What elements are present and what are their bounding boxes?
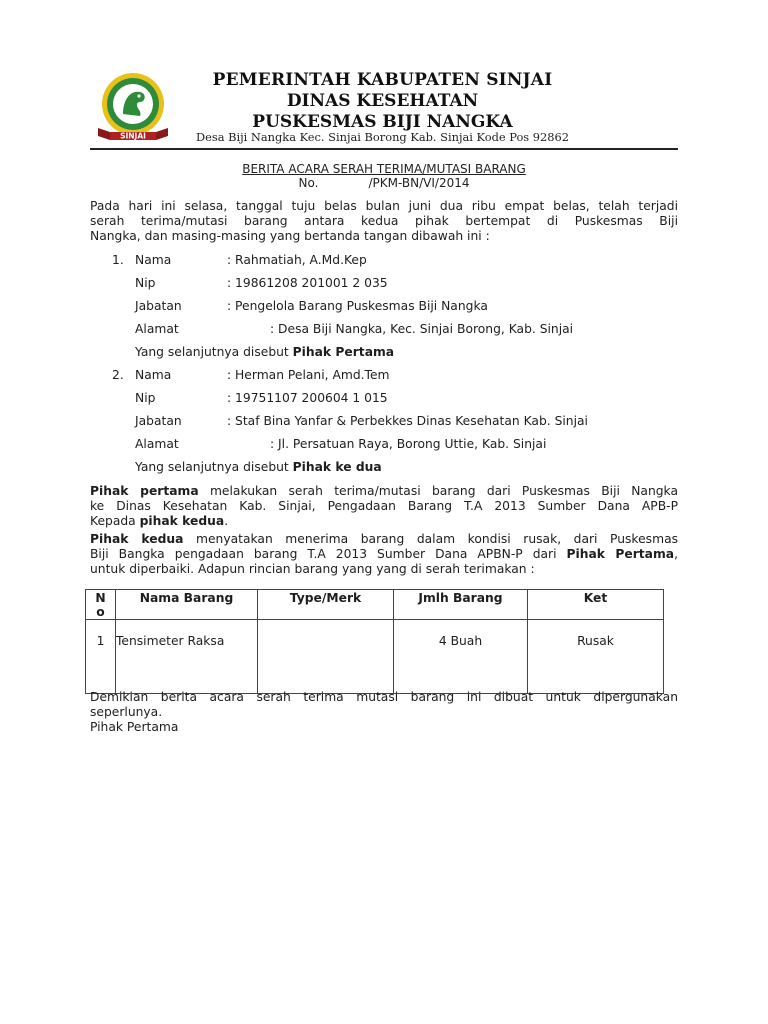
transfer-line-3-prefix: Kepada [90,514,140,528]
letterhead-government: PEMERINTAH KABUPATEN SINJAI [212,70,553,90]
party-2-number: 2. [112,368,124,382]
items-table [85,589,664,694]
header-no [86,590,116,620]
party-2-alamat-value: : Jl. Persatuan Raya, Borong Uttie, Kab. Sinjai [270,437,547,451]
logo-label: SINJAI [120,131,146,141]
closing-line-1: Demikian berita acara serah terima mutasi barang ini dibuat untuk dipergunakan [90,690,678,704]
party-1-designation-name: Pihak Pertama [292,345,395,359]
letterhead-department: DINAS KESEHATAN [286,91,479,111]
party-2-nip-label: Nip [135,391,156,405]
document-title [90,162,678,190]
receipt-bold-sender: Pihak Pertama [566,547,675,561]
party-1-nama-label: Nama [135,253,172,267]
transfer-line-1-text: melakukan serah terima/mutasi barang dari Puskesmas Biji Nangka [198,484,678,498]
intro-paragraph [90,199,678,244]
intro-line-1: Pada hari ini selasa, tanggal tuju belas bulan juni dua ribu empat belas, telah terjadi [90,199,678,213]
intro-line-3: Nangka, dan masing-masing yang bertanda tangan dibawah ini : [90,229,490,243]
party-1-designation-prefix: Yang selanjutnya disebut [135,345,293,359]
header-nama-barang: Nama Barang [116,590,258,620]
party-1-designation [135,345,394,360]
letterhead-institution: PUSKESMAS BIJI NANGKA [252,112,513,132]
receipt-line-2 [90,547,678,562]
party-1-number: 1. [112,253,124,267]
document-number-label: No. [298,176,319,190]
sinjai-regency-logo [90,70,176,146]
receipt-line-2-suffix: , [674,547,678,561]
receipt-line-2-prefix: Biji Bangka pengadaan barang T.A 2013 Sumber Dana APBN-P dari [90,547,567,561]
party-2-designation [135,460,382,475]
letterhead-divider [90,148,678,150]
party-2-nama-label: Nama [135,368,172,382]
party-2-jabatan-value: : Staf Bina Yanfar & Perbekkes Dinas Kesehatan Kab. Sinjai [227,414,588,428]
transfer-bold-recipient: pihak kedua [139,514,225,528]
transfer-line-3 [90,514,678,529]
party-1-nip-label: Nip [135,276,156,290]
header-type-merk: Type/Merk [258,590,394,620]
cell-type-merk [258,620,394,694]
party-2-designation-name: Pihak ke dua [292,460,382,474]
party-2-jabatan-label: Jabatan [135,414,182,428]
transfer-paragraph [90,484,678,529]
letterhead [180,70,585,133]
receipt-line-1-text: menyatakan menerima barang dalam kondisi rusak, dari Puskesmas [183,532,679,546]
transfer-line-3-suffix: . [224,514,229,528]
closing-line-2: seperlunya. [90,705,163,719]
cell-nama-barang: Tensimeter Raksa [116,620,258,694]
header-no-line-2: o [96,605,105,619]
party-1-jabatan-value: : Pengelola Barang Puskesmas Biji Nangka [227,299,488,313]
document-number [90,176,678,190]
table-header-row [86,590,664,620]
closing-paragraph [90,690,678,735]
receipt-bold-party: Pihak kedua [90,532,184,546]
cell-no: 1 [86,620,116,694]
party-2-designation-prefix: Yang selanjutnya disebut [135,460,293,474]
party-1-alamat-label: Alamat [135,322,179,336]
party-2-nip-value: : 19751107 200604 1 015 [227,391,388,405]
party-2-alamat-label: Alamat [135,437,179,451]
receipt-line-3: untuk diperbaiki. Adapun rincian barang yang yang di serah terimakan : [90,562,535,576]
letterhead-address: Desa Biji Nangka Kec. Sinjai Borong Kab. Sinjai Kode Pos 92862 [195,130,570,144]
party-1-alamat-value: : Desa Biji Nangka, Kec. Sinjai Borong, Kab. Sinjai [270,322,574,336]
cell-jmlh-barang: 4 Buah [394,620,528,694]
transfer-line-1 [90,484,678,499]
party-1-jabatan-label: Jabatan [135,299,182,313]
transfer-line-2: ke Dinas Kesehatan Kab. Sinjai, Pengadaan Barang T.A 2013 Sumber Dana APB-P [90,499,678,513]
intro-line-2: serah terima/mutasi barang antara kedua pihak bertempat di Puskesmas Biji [90,214,678,228]
title-heading: BERITA ACARA SERAH TERIMA/MUTASI BARANG [242,162,526,176]
party-1-nip-value: : 19861208 201001 2 035 [227,276,388,290]
table-row [86,620,664,694]
receipt-line-1 [90,532,678,547]
receipt-paragraph [90,532,678,577]
header-ket: Ket [528,590,664,620]
party-2-nama-value: : Herman Pelani, Amd.Tem [227,368,390,382]
transfer-bold-party: Pihak pertama [90,484,199,498]
cell-ket: Rusak [528,620,664,694]
header-no-line-1: N [95,591,106,605]
header-jmlh-barang: Jmlh Barang [394,590,528,620]
closing-signatory: Pihak Pertama [90,720,179,734]
party-1-nama-value: : Rahmatiah, A.Md.Kep [227,253,367,267]
document-number-value: /PKM-BN/VI/2014 [368,176,470,190]
